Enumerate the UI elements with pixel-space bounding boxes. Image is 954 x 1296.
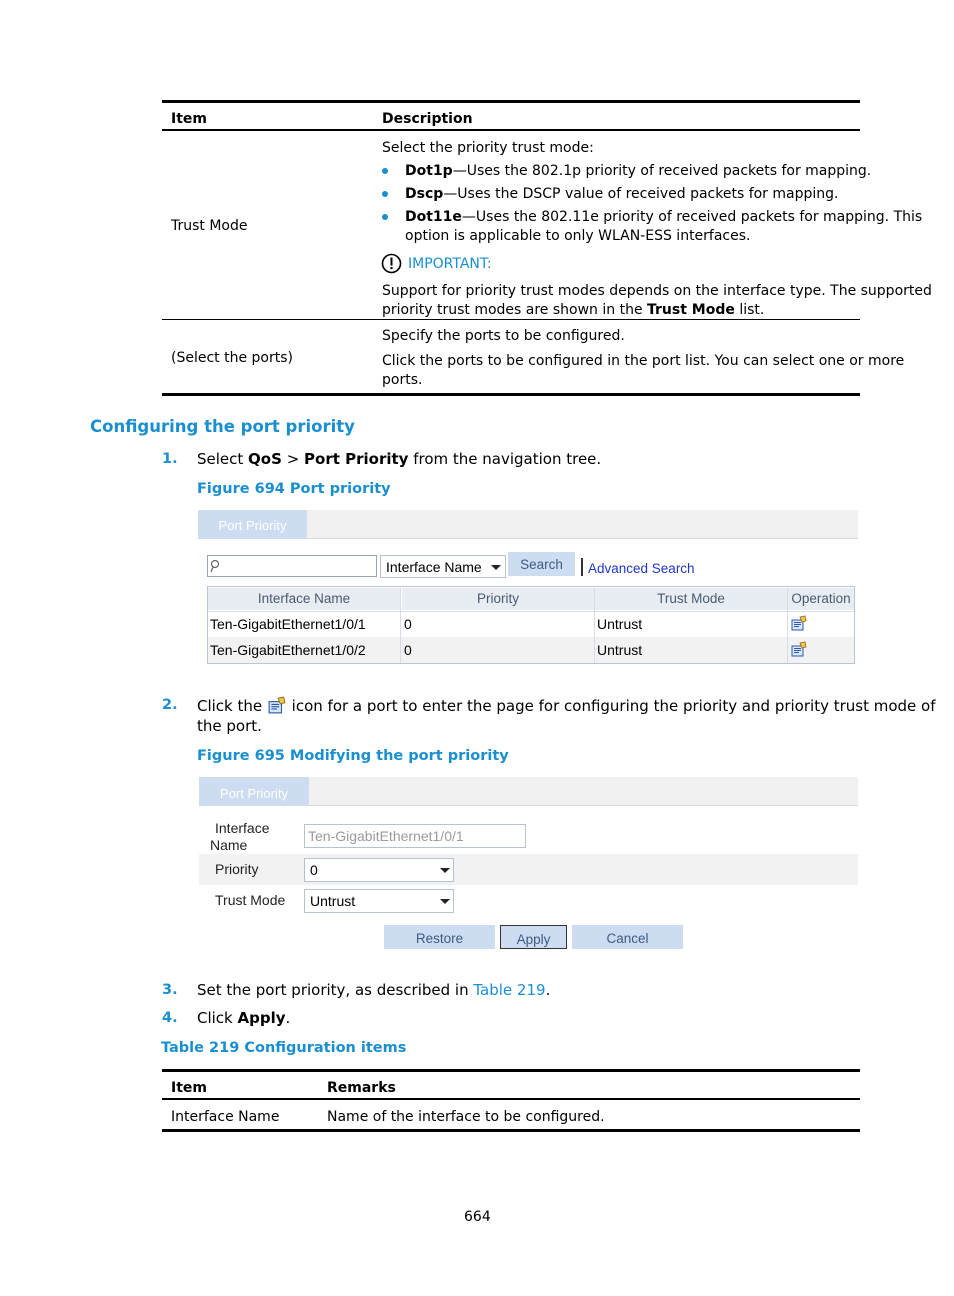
step-number: 1. (162, 451, 178, 467)
table-cell-priority: 0 (404, 642, 412, 658)
trust-mode-select[interactable] (304, 889, 454, 913)
priority-value: 0 (310, 862, 318, 878)
column-header-interface[interactable]: Interface Name (208, 588, 400, 610)
restore-button[interactable]: Restore (384, 925, 495, 949)
select-ports-line1: Specify the ports to be configured. (382, 328, 625, 344)
tab-port-priority[interactable]: Port Priority (199, 777, 309, 806)
edit-icon[interactable] (791, 615, 807, 631)
table-top-rule (162, 100, 860, 103)
divider (787, 637, 788, 663)
important-icon (381, 253, 402, 274)
important-label: IMPORTANT: (408, 256, 492, 272)
trust-mode-label: Trust Mode (215, 892, 286, 908)
table-header-rule (162, 1098, 860, 1100)
bullet-dot1p: Dot1p—Uses the 802.1p priority of received packets for mapping. (405, 163, 872, 179)
bullet-dot11e-cont: option is applicable to only WLAN-ESS interfaces. (405, 228, 751, 244)
apply-button[interactable]: Apply (500, 925, 567, 949)
table-top-rule (162, 1069, 860, 1072)
figure-695-caption: Figure 695 Modifying the port priority (197, 748, 509, 764)
table-bottom-rule (162, 1129, 860, 1132)
table-219-link[interactable]: Table 219 (473, 981, 546, 999)
trust-mode-value: Untrust (310, 893, 356, 909)
select-ports-line3: ports. (382, 372, 423, 388)
bullet-dot11e: Dot11e—Uses the 802.11e priority of received packets for mapping. This (405, 209, 923, 225)
priority-select[interactable] (304, 858, 454, 882)
advanced-search-link[interactable]: Advanced Search (588, 561, 695, 576)
table-row[interactable]: Ten-GigabitEthernet1/0/2 (210, 642, 366, 658)
figure-694-caption: Figure 694 Port priority (197, 481, 391, 497)
table-bottom-rule (162, 393, 860, 396)
table-219-caption: Table 219 Configuration items (161, 1040, 407, 1056)
chevron-down-icon (440, 899, 450, 904)
priority-label: Priority (215, 861, 259, 877)
step-4-text: Click Apply. (197, 1009, 291, 1027)
step-1-text: Select QoS > Port Priority from the navigation tree. (197, 450, 602, 468)
step-2-text-cont: the port. (197, 717, 262, 735)
interface-name-field: Ten-GigabitEthernet1/0/1 (304, 824, 526, 848)
important-text-2: priority trust modes are shown in the Trust Mode list. (382, 302, 765, 318)
bullet-icon (382, 168, 388, 174)
table-header-item: Item (171, 1080, 207, 1096)
table-row[interactable]: Ten-GigabitEthernet1/0/1 (210, 616, 366, 632)
step-number: 4. (162, 1010, 178, 1026)
search-input[interactable] (207, 555, 377, 577)
chevron-down-icon (491, 565, 501, 570)
search-icon (210, 559, 222, 573)
column-header-operation: Operation (788, 588, 854, 610)
table-header-rule (162, 129, 860, 131)
row-divider (162, 319, 860, 320)
edit-icon[interactable] (791, 641, 807, 657)
row-item-select-ports: (Select the ports) (171, 350, 293, 366)
important-text-1: Support for priority trust modes depends on the interface type. The supported (382, 283, 932, 299)
step-number: 3. (162, 982, 178, 998)
table-header-item: Item (171, 111, 207, 127)
search-field-value: Interface Name (386, 559, 482, 575)
row-item-trust-mode: Trust Mode (171, 218, 248, 234)
table-cell-priority: 0 (404, 616, 412, 632)
column-header-trust-mode[interactable]: Trust Mode (595, 588, 787, 610)
cancel-button[interactable]: Cancel (572, 925, 683, 949)
bullet-dscp: Dscp—Uses the DSCP value of received packets for mapping. (405, 186, 839, 202)
chevron-down-icon (440, 868, 450, 873)
table-cell-trust-mode: Untrust (597, 616, 643, 632)
trust-mode-intro: Select the priority trust mode: (382, 140, 594, 156)
search-field-select[interactable] (380, 555, 506, 578)
table-cell-remarks: Name of the interface to be configured. (327, 1109, 605, 1125)
select-ports-line2: Click the ports to be configured in the port list. You can select one or more (382, 353, 905, 369)
table-cell-trust-mode: Untrust (597, 642, 643, 658)
interface-name-label-2: Name (210, 837, 248, 853)
form-row-alt-bg (199, 854, 858, 885)
table-cell-item: Interface Name (171, 1109, 280, 1125)
step-3-text: Set the port priority, as described in Table 219. (197, 981, 551, 999)
bullet-icon (382, 191, 388, 197)
column-header-priority[interactable]: Priority (402, 588, 594, 610)
bullet-icon (382, 214, 388, 220)
section-heading: Configuring the port priority (90, 417, 355, 436)
page-number: 664 (464, 1209, 491, 1225)
step-2-text: Click the icon for a port to enter the page for configuring the priority and priority trust mode of (197, 697, 936, 715)
table-header-description: Description (382, 111, 473, 127)
edit-icon (267, 696, 287, 714)
tab-port-priority[interactable]: Port Priority (198, 510, 307, 539)
divider (581, 558, 583, 576)
step-number: 2. (162, 697, 178, 713)
table-header-remarks: Remarks (327, 1080, 396, 1096)
search-button[interactable]: Search (508, 552, 575, 576)
interface-name-label: Interface (215, 820, 270, 836)
